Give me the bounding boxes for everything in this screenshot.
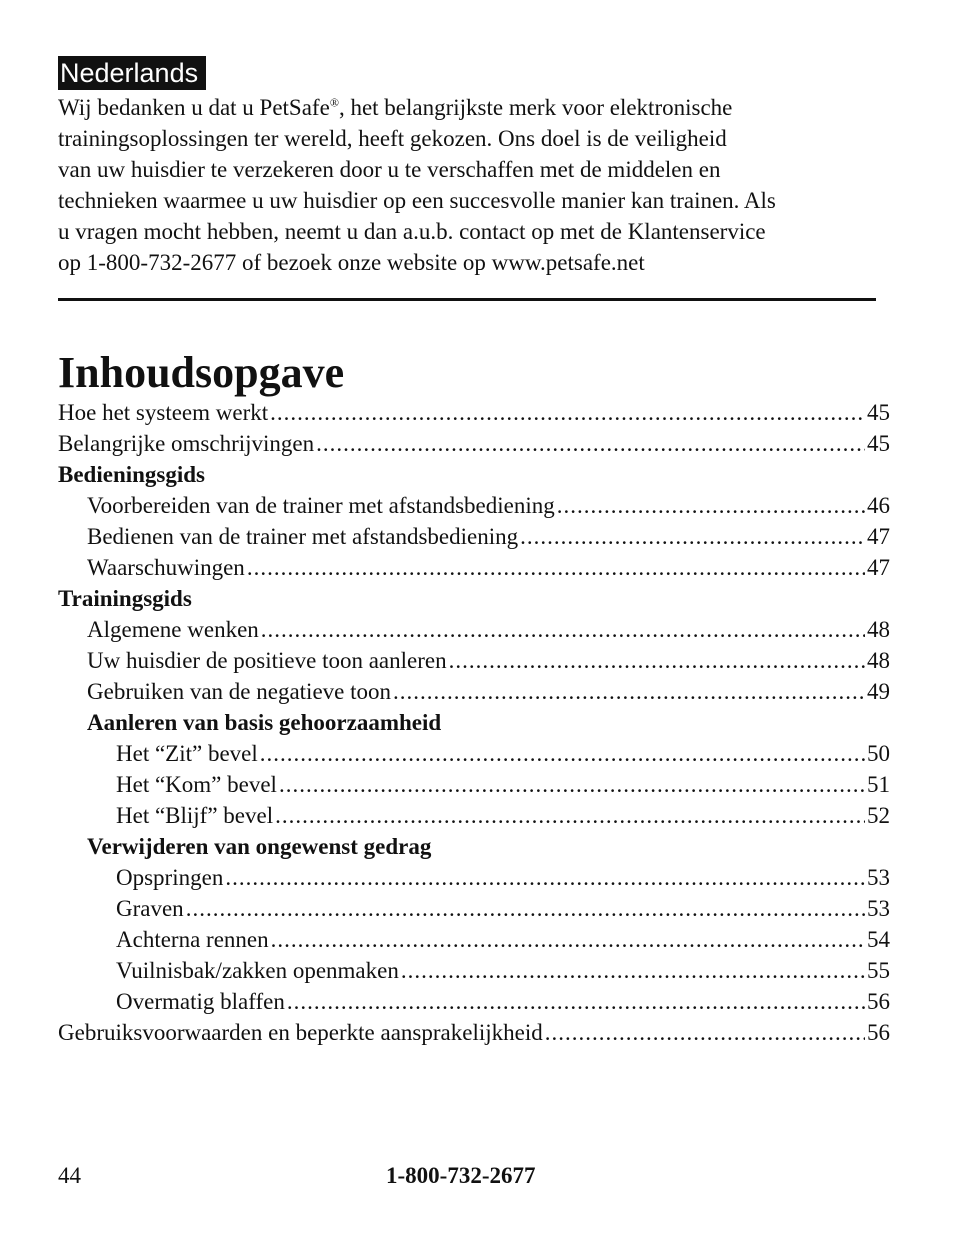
toc-entry-label: Uw huisdier de positieve toon aanleren [87,648,447,673]
toc-entry-page: 56 [867,989,890,1014]
intro-line-text: , het belangrijkste merk voor elektronische [338,95,733,120]
toc-entry[interactable] [58,738,890,769]
toc-entry-label: Waarschuwingen [87,555,245,580]
toc-entry-page: 55 [867,958,890,983]
footer-page-number: 44 [58,1163,81,1188]
intro-paragraph [58,92,890,278]
toc-entry-label: Graven [116,896,184,921]
toc-leader-dots [449,645,865,676]
toc-entry-page: 53 [867,865,890,890]
toc-leader-dots [275,800,865,831]
toc-entry-label: Achterna rennen [116,927,269,952]
toc-leader-dots [271,924,865,955]
toc-entry[interactable] [58,955,890,986]
toc-entry[interactable] [58,645,890,676]
intro-line [58,92,890,123]
toc-entry-page: 54 [867,927,890,952]
toc-entry-page: 50 [867,741,890,766]
toc-entry[interactable] [58,397,890,428]
toc-entry-page: 49 [867,679,890,704]
intro-line: van uw huisdier te verzekeren door u te verschaffen met de middelen en [58,157,721,182]
toc-subsection-heading: Aanleren van basis gehoorzaamheid [87,710,442,735]
toc-entry-page: 51 [867,772,890,797]
toc-entry-label: Het “Zit” bevel [116,741,258,766]
toc-entry-label: Algemene wenken [87,617,259,642]
toc-entry-label: Opspringen [116,865,224,890]
toc-leader-dots [557,490,865,521]
intro-line: technieken waarmee u uw huisdier op een succesvolle manier kan trainen. Als [58,188,776,213]
toc-subsection-heading: Verwijderen van ongewenst gedrag [87,834,432,859]
intro-line: u vragen mocht hebben, neemt u dan a.u.b. contact op met de Klantenservice [58,219,766,244]
toc-entry-label: Belangrijke omschrijvingen [58,431,315,456]
toc-entry[interactable] [58,614,890,645]
toc-section-heading: Bedieningsgids [58,462,205,487]
toc-entry[interactable] [58,986,890,1017]
footer-phone: 1-800-732-2677 [386,1163,536,1188]
document-page [58,56,890,1048]
toc-entry-page: 48 [867,648,890,673]
toc-entry-label: Hoe het systeem werkt [58,400,269,425]
toc-entry-page: 46 [867,493,890,518]
toc-entry[interactable] [58,521,890,552]
toc-entry[interactable] [58,893,890,924]
toc-entry[interactable] [58,924,890,955]
toc-entry-page: 48 [867,617,890,642]
toc-entry[interactable] [58,800,890,831]
toc-entry[interactable] [58,769,890,800]
toc-leader-dots [279,769,865,800]
toc-leader-dots [247,552,865,583]
toc-leader-dots [393,676,865,707]
toc-leader-dots [261,614,865,645]
toc-leader-dots [316,428,865,459]
toc-entry-page: 56 [867,1020,890,1045]
toc-leader-dots [225,862,865,893]
toc-entry[interactable] [58,676,890,707]
toc-entry[interactable] [58,1017,890,1048]
toc-leader-dots [401,955,865,986]
toc-title: Inhoudsopgave [58,348,345,397]
toc-entry[interactable] [58,428,890,459]
toc-entry-label: Overmatig blaffen [116,989,285,1014]
toc-entry-page: 45 [867,400,890,425]
language-label: Nederlands [58,56,206,90]
toc-entry-label: Vuilnisbak/zakken openmaken [116,958,399,983]
toc-leader-dots [520,521,865,552]
toc-entry-page: 47 [867,555,890,580]
toc-entry-label: Bedienen van de trainer met afstandsbediening [87,524,519,549]
toc-leader-dots [186,893,865,924]
toc-entry-page: 47 [867,524,890,549]
toc-section-heading: Trainingsgids [58,586,192,611]
table-of-contents [58,397,890,1048]
toc-leader-dots [270,397,865,428]
intro-line-text: Wij bedanken u dat u PetSafe [58,95,330,120]
registered-mark: ® [329,95,339,110]
divider [58,298,876,301]
toc-entry[interactable] [58,490,890,521]
toc-entry-label: Het “Blijf” bevel [116,803,274,828]
toc-entry-label: Voorbereiden van de trainer met afstandsbediening [87,493,555,518]
toc-entry-page: 53 [867,896,890,921]
toc-entry[interactable] [58,862,890,893]
toc-leader-dots [287,986,865,1017]
toc-entry-label: Het “Kom” bevel [116,772,277,797]
toc-leader-dots [545,1017,865,1048]
intro-line: op 1-800-732-2677 of bezoek onze website op www.petsafe.net [58,250,645,275]
toc-entry-label: Gebruiken van de negatieve toon [87,679,391,704]
toc-entry-label: Gebruiksvoorwaarden en beperkte aansprakelijkheid [58,1020,543,1045]
toc-entry[interactable] [58,552,890,583]
toc-entry-page: 45 [867,431,890,456]
toc-entry-page: 52 [867,803,890,828]
toc-leader-dots [260,738,865,769]
intro-line: trainingsoplossingen ter wereld, heeft gekozen. Ons doel is de veiligheid [58,126,727,151]
